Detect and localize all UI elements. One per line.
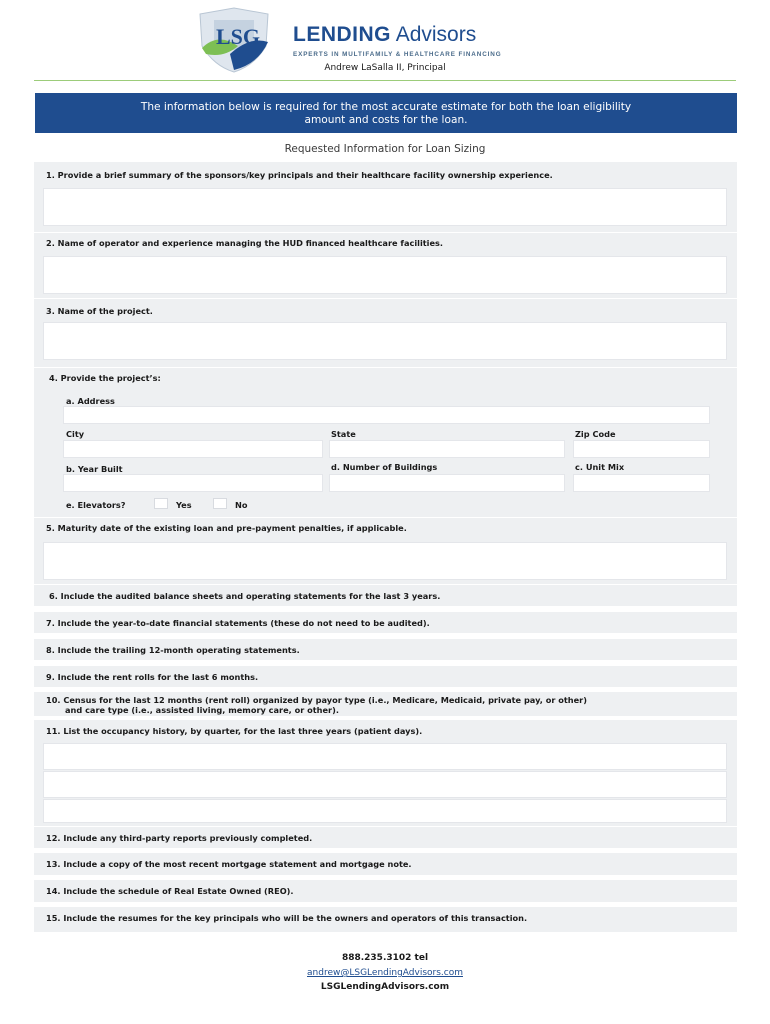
question-11-field-2[interactable] xyxy=(43,771,727,798)
question-10-label-line-1: 10. Census for the last 12 months (rent roll) organized by payor type (i.e., Medicare, Medicaid, private pay, or other) xyxy=(46,695,587,705)
question-5-field[interactable] xyxy=(43,542,727,580)
elevators-yes-checkbox[interactable] xyxy=(154,498,168,509)
question-9-label: 9. Include the rent rolls for the last 6 months. xyxy=(46,672,259,682)
address-label: a. Address xyxy=(66,396,115,406)
state-field[interactable] xyxy=(329,440,565,458)
unit-mix-field[interactable] xyxy=(573,474,710,492)
form-title: Requested Information for Loan Sizing xyxy=(284,143,486,155)
elevators-yes-label: Yes xyxy=(176,500,192,510)
question-8-label: 8. Include the trailing 12-month operating statements. xyxy=(46,645,300,655)
year-built-field[interactable] xyxy=(63,474,323,492)
question-2-label: 2. Name of operator and experience managing the HUD financed healthcare facilities. xyxy=(46,238,444,248)
buildings-field[interactable] xyxy=(329,474,565,492)
zip-label: Zip Code xyxy=(575,429,616,439)
state-label: State xyxy=(331,429,356,439)
header-divider xyxy=(34,80,736,81)
question-5-label: 5. Maturity date of the existing loan and pre-payment penalties, if applicable. xyxy=(46,523,407,533)
city-label: City xyxy=(66,429,85,439)
question-1-label: 1. Provide a brief summary of the sponsors/key principals and their healthcare facility ownership experience. xyxy=(46,170,553,180)
principal-name: Andrew LaSalla II, Principal xyxy=(324,63,446,73)
question-12-label: 12. Include any third-party reports previously completed. xyxy=(46,833,313,843)
banner-line-1: The information below is required for the most accurate estimate for both the loan eligibility xyxy=(140,101,632,113)
question-13-label: 13. Include a copy of the most recent mortgage statement and mortgage note. xyxy=(46,859,412,869)
info-banner xyxy=(35,93,737,133)
zip-field[interactable] xyxy=(573,440,710,458)
unit-mix-label: c. Unit Mix xyxy=(575,462,625,472)
elevators-label: e. Elevators? xyxy=(66,500,126,510)
question-3-field[interactable] xyxy=(43,322,727,360)
address-field[interactable] xyxy=(63,406,710,424)
question-1-field[interactable] xyxy=(43,188,727,226)
question-11-field-1[interactable] xyxy=(43,743,727,770)
year-built-label: b. Year Built xyxy=(66,464,123,474)
question-7-label: 7. Include the year-to-date financial statements (these do not need to be audited). xyxy=(46,618,430,628)
brand-prefix: LENDING xyxy=(293,23,391,46)
footer-email-link[interactable]: andrew@LSGLendingAdvisors.com xyxy=(307,968,463,978)
city-field[interactable] xyxy=(63,440,323,458)
brand-tagline: EXPERTS IN MULTIFAMILY & HEALTHCARE FINANCING xyxy=(293,51,502,58)
brand-suffix: Advisors xyxy=(395,23,477,46)
question-4-label: 4. Provide the project’s: xyxy=(49,373,161,383)
footer-phone: 888.235.3102 tel xyxy=(341,953,429,963)
question-15-label: 15. Include the resumes for the key principals who will be the owners and operators of this transaction. xyxy=(46,913,528,923)
question-11-label: 11. List the occupancy history, by quarter, for the last three years (patient days). xyxy=(46,726,423,736)
question-11-field-3[interactable] xyxy=(43,799,727,823)
elevators-no-label: No xyxy=(235,500,248,510)
footer-website[interactable]: LSGLendingAdvisors.com xyxy=(320,982,450,992)
question-2-field[interactable] xyxy=(43,256,727,294)
elevators-no-checkbox[interactable] xyxy=(213,498,227,509)
banner-line-2: amount and costs for the loan. xyxy=(304,114,468,126)
brand-name xyxy=(293,23,476,47)
question-14-label: 14. Include the schedule of Real Estate Owned (REO). xyxy=(46,886,294,896)
question-6-label: 6. Include the audited balance sheets and operating statements for the last 3 years. xyxy=(49,591,441,601)
question-3-label: 3. Name of the project. xyxy=(46,306,153,316)
logo-letters: LSG xyxy=(216,24,261,49)
buildings-label: d. Number of Buildings xyxy=(331,462,438,472)
question-10-label-line-2: and care type (i.e., assisted living, memory care, or other). xyxy=(65,705,339,715)
